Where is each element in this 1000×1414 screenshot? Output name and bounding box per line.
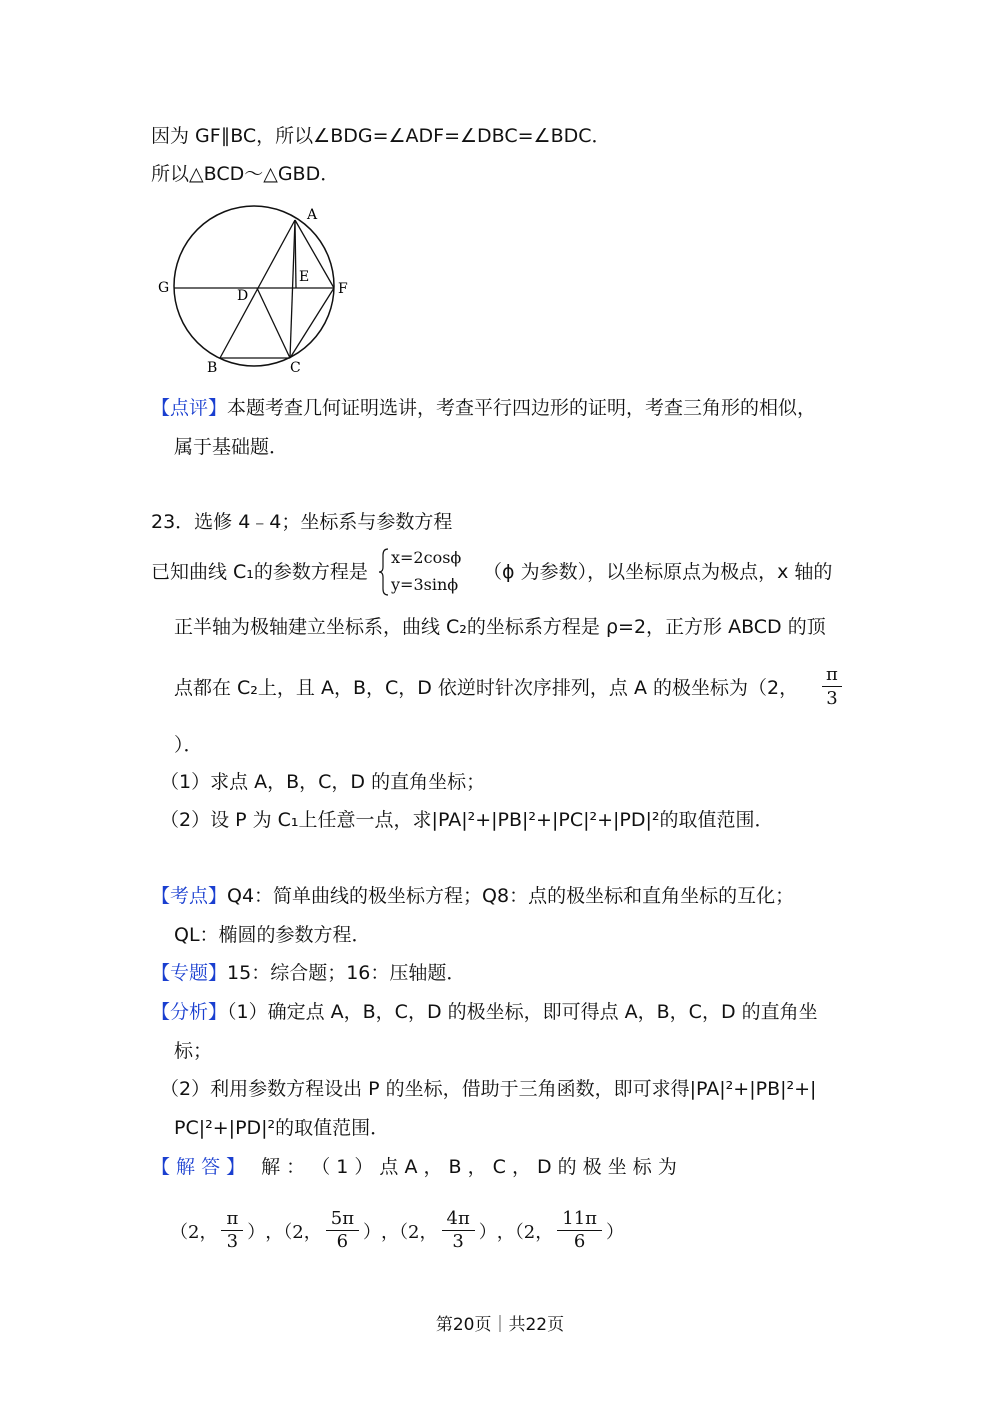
coord-suffix: ）: [605, 1221, 624, 1243]
fraction-numerator: π: [822, 664, 842, 687]
coord-fraction: [557, 1208, 602, 1253]
problem-line-2: 正半轴为极轴建立坐标系，曲线 C₂的坐标系方程是 ρ=2，正方形 ABCD 的顶: [174, 616, 826, 638]
jieda-line: [151, 1155, 677, 1179]
coord-fraction-numerator: π: [221, 1208, 243, 1231]
coord-fraction: [442, 1208, 475, 1253]
coord-suffix: ）: [363, 1221, 382, 1243]
label-a: A: [307, 207, 318, 223]
fraction-denominator: 3: [826, 688, 838, 709]
kaodian-tag: 【考点】: [151, 885, 228, 907]
review-line-2: 属于基础题．: [174, 436, 289, 458]
zhuanti-line: [151, 961, 465, 985]
review-text-1: 本题考查几何证明选讲，考查平行四边形的证明，考查三角形的相似，: [227, 397, 817, 419]
coord-fraction-numerator: 11π: [557, 1208, 602, 1231]
review-tag: 【点评】: [151, 397, 228, 419]
fenxi-line-4: PC|²+|PD|²的取值范围．: [174, 1117, 390, 1139]
coord-fraction: [326, 1208, 359, 1253]
zhuanti-tag: 【专题】: [151, 962, 228, 984]
fenxi-line-1: [151, 1000, 818, 1024]
coord-suffix: ）: [247, 1221, 266, 1243]
coord-fraction-denominator: 3: [226, 1231, 239, 1252]
circle-geometry-figure: [150, 200, 350, 380]
question-2: （2）设 P 为 C₁上任意一点，求|PA|²+|PB|²+|PC|²+|PD|²的取值范围．: [160, 809, 774, 831]
problem-intro-a: 已知曲线 C₁的参数方程是: [151, 561, 368, 583]
segment-fc: [290, 288, 334, 358]
problem-line-3: 点都在 C₂上，且 A，B，C，D 依逆时针次序排列，点 A 的极坐标为（2，: [174, 677, 799, 699]
problem-line-4: ）．: [174, 734, 203, 756]
coord-fraction-denominator: 3: [452, 1231, 464, 1252]
problem-heading: 23．选修 4﹣4；坐标系与参数方程: [151, 511, 453, 533]
coord-suffix: ）: [478, 1221, 497, 1243]
review-line-1: [151, 396, 816, 420]
coord-fraction-denominator: 6: [573, 1231, 586, 1252]
text-line-parallel: 因为 GF∥BC，所以∠BDG=∠ADF=∠DBC=∠BDC．: [151, 125, 611, 147]
coord-prefix: ，（2，: [265, 1221, 322, 1243]
coord-fraction: [221, 1208, 243, 1253]
question-1: （1）求点 A，B，C，D 的直角坐标；: [160, 771, 486, 793]
circle: [174, 206, 334, 366]
problem-intro-b: （ϕ 为参数），以坐标原点为极点，x 轴的: [483, 561, 833, 583]
coord-fraction-numerator: 5π: [326, 1208, 359, 1231]
label-d: D: [237, 288, 249, 304]
label-f: F: [338, 281, 348, 297]
segment-dc: [257, 288, 290, 358]
zhuanti-text: 15：综合题；16：压轴题．: [227, 962, 466, 984]
coord-fraction-denominator: 6: [336, 1231, 349, 1252]
coord-prefix: ，（2，: [381, 1221, 438, 1243]
fenxi-line-2: 标；: [174, 1040, 213, 1062]
kaodian-line-1: [151, 884, 794, 908]
coord-prefix: （2，: [170, 1221, 218, 1243]
text-line-similar: 所以△BCD～△GBD．: [151, 163, 340, 185]
segment-ae: [295, 220, 296, 288]
segment-ac: [290, 220, 295, 358]
fraction-pi-over-3: [822, 664, 842, 711]
kaodian-text-1: Q4：简单曲线的极坐标方程；Q8：点的极坐标和直角坐标的互化；: [227, 885, 795, 907]
fenxi-tag: 【分析】: [151, 1001, 228, 1023]
page-footer: 第20页｜共22页: [435, 1315, 565, 1335]
label-g: G: [158, 280, 170, 296]
fenxi-text-1: （1）确定点 A，B，C，D 的极坐标，即可得点 A，B，C，D 的直角坐: [227, 1001, 818, 1023]
param-eq-x: x=2cosϕ: [391, 548, 462, 567]
coord-prefix: ，（2，: [496, 1221, 554, 1243]
jieda-text: 解 ： （ 1 ） 点 A ， B ， C ， D 的 极 坐 标 为: [261, 1156, 677, 1178]
param-eq-y: y=3sinϕ: [391, 575, 459, 594]
fenxi-line-3: （2）利用参数方程设出 P 的坐标，借助于三角函数，即可求得|PA|²+|PB|²+|: [160, 1078, 817, 1100]
brace-icon: [378, 547, 390, 597]
label-e: E: [299, 269, 310, 285]
label-c: C: [290, 360, 301, 376]
polar-coordinates-row: [170, 1208, 624, 1253]
jieda-tag: 【 解 答 】: [151, 1156, 246, 1178]
coord-fraction-numerator: 4π: [442, 1208, 475, 1231]
label-b: B: [207, 360, 218, 376]
kaodian-line-2: QL：椭圆的参数方程．: [174, 924, 371, 946]
